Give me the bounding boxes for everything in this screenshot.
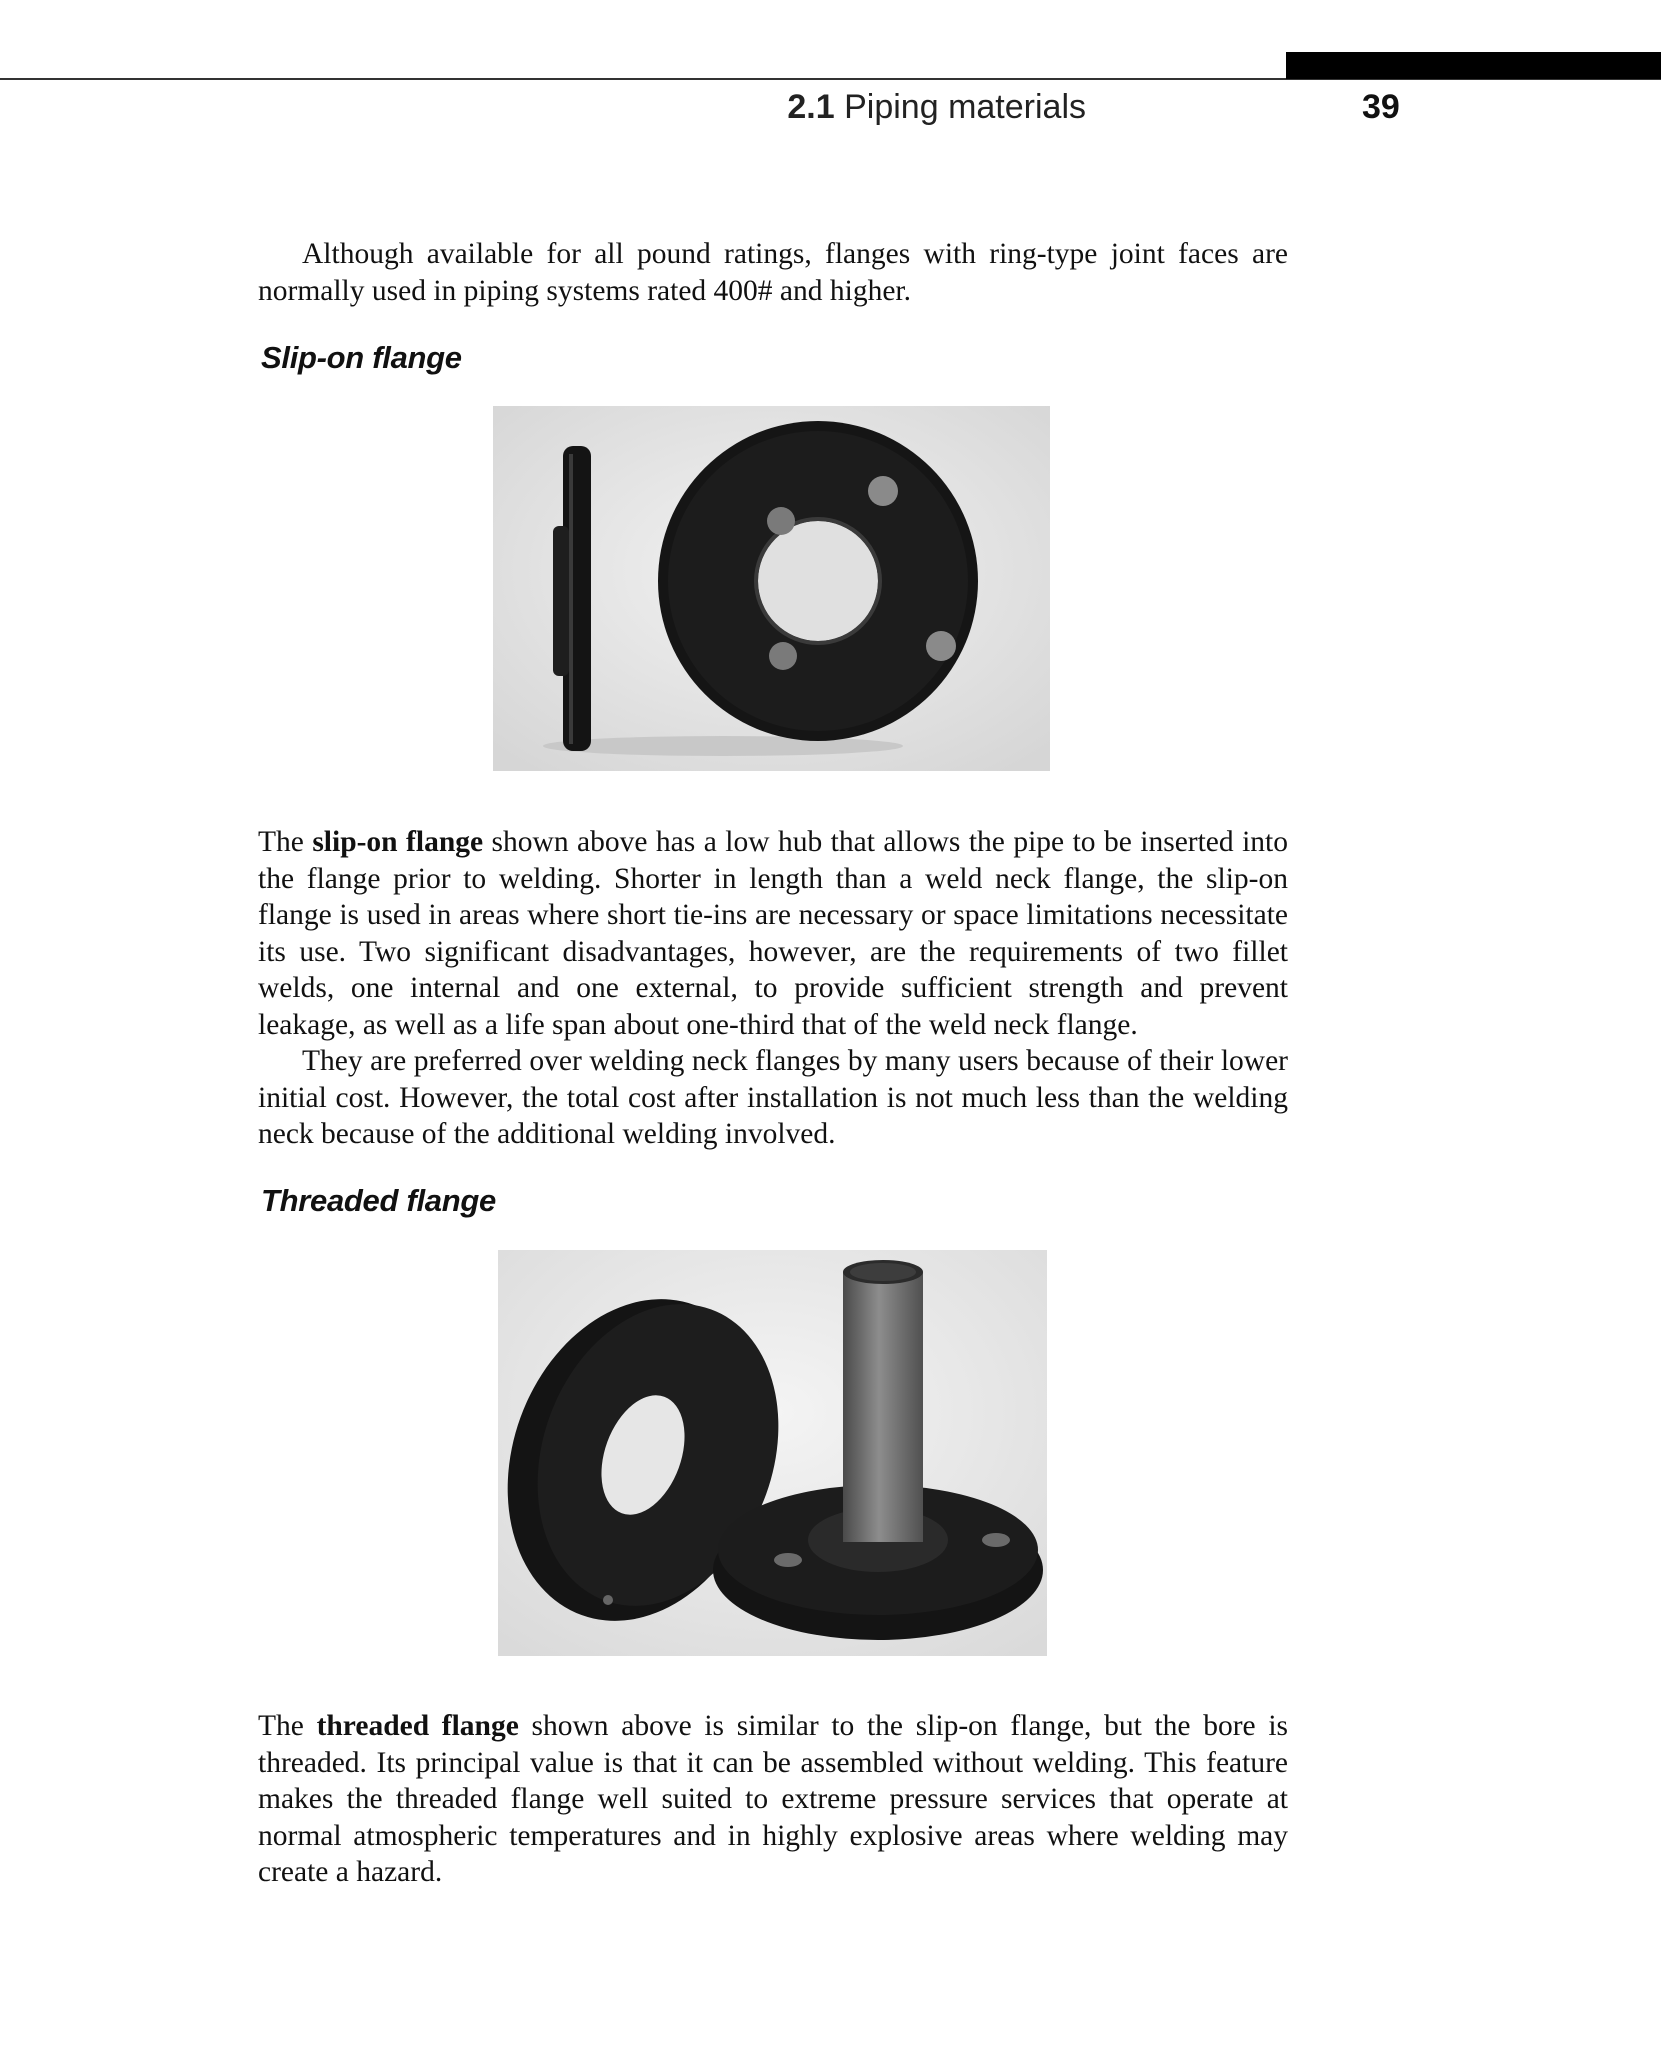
slip-on-text: [258, 824, 1288, 1153]
intro-block: [258, 236, 1288, 309]
slip-on-flange-illustration: [493, 406, 1050, 771]
page-number: 39: [1362, 88, 1400, 126]
threaded-term: threaded flange: [316, 1710, 519, 1742]
slip-on-paragraph-2: They are preferred over welding neck flanges by many users because of their lower initial cost. However, the total cost after installation is not much less than the welding neck because of the additional welding involved.: [258, 1045, 1288, 1150]
header-rule-bar: [1286, 52, 1661, 79]
threaded-flange-photo: [498, 1250, 1047, 1656]
slip-on-body: shown above has a low hub that allows the pipe to be inserted into the flange prior to welding. Shorter in length than a weld neck flange, the slip-on flange is used in areas where short tie-ins are necessary or space limitations necessitate its use. Two significant disadvantages, however, are the requirements of two fillet welds, one internal and one external, to provide sufficient strength and prevent leakage, as well as a life span about one-third that of the weld neck flange.: [258, 826, 1289, 1041]
threaded-flange-illustration: [498, 1250, 1047, 1656]
intro-paragraph: Although available for all pound ratings, flanges with ring-type joint faces are normally used in piping systems rated 400# and higher.: [258, 238, 1288, 307]
threaded-paragraph-1: [258, 1708, 1288, 1891]
section-number: 2.1: [787, 88, 835, 126]
slip-on-flange-photo: [493, 406, 1050, 771]
threaded-body: shown above is similar to the slip-on flange, but the bore is threaded. Its principal value is that it can be assembled without welding. This feature makes the threaded flange well suited to extreme pressure services that operate at normal atmospheric temperatures and in highly explosive areas where welding may create a hazard.: [258, 1710, 1288, 1888]
face-flange: [658, 421, 978, 741]
slip-on-lead: The: [258, 826, 313, 858]
threaded-text: [258, 1708, 1288, 1891]
running-head: [787, 88, 1086, 127]
slip-on-paragraph-1: [258, 824, 1288, 1043]
slip-on-heading: Slip-on flange: [261, 340, 462, 375]
section-title: Piping materials: [844, 88, 1086, 126]
threaded-lead: The: [258, 1710, 317, 1742]
slip-on-term: slip-on flange: [312, 826, 484, 858]
threaded-heading: Threaded flange: [261, 1183, 496, 1218]
